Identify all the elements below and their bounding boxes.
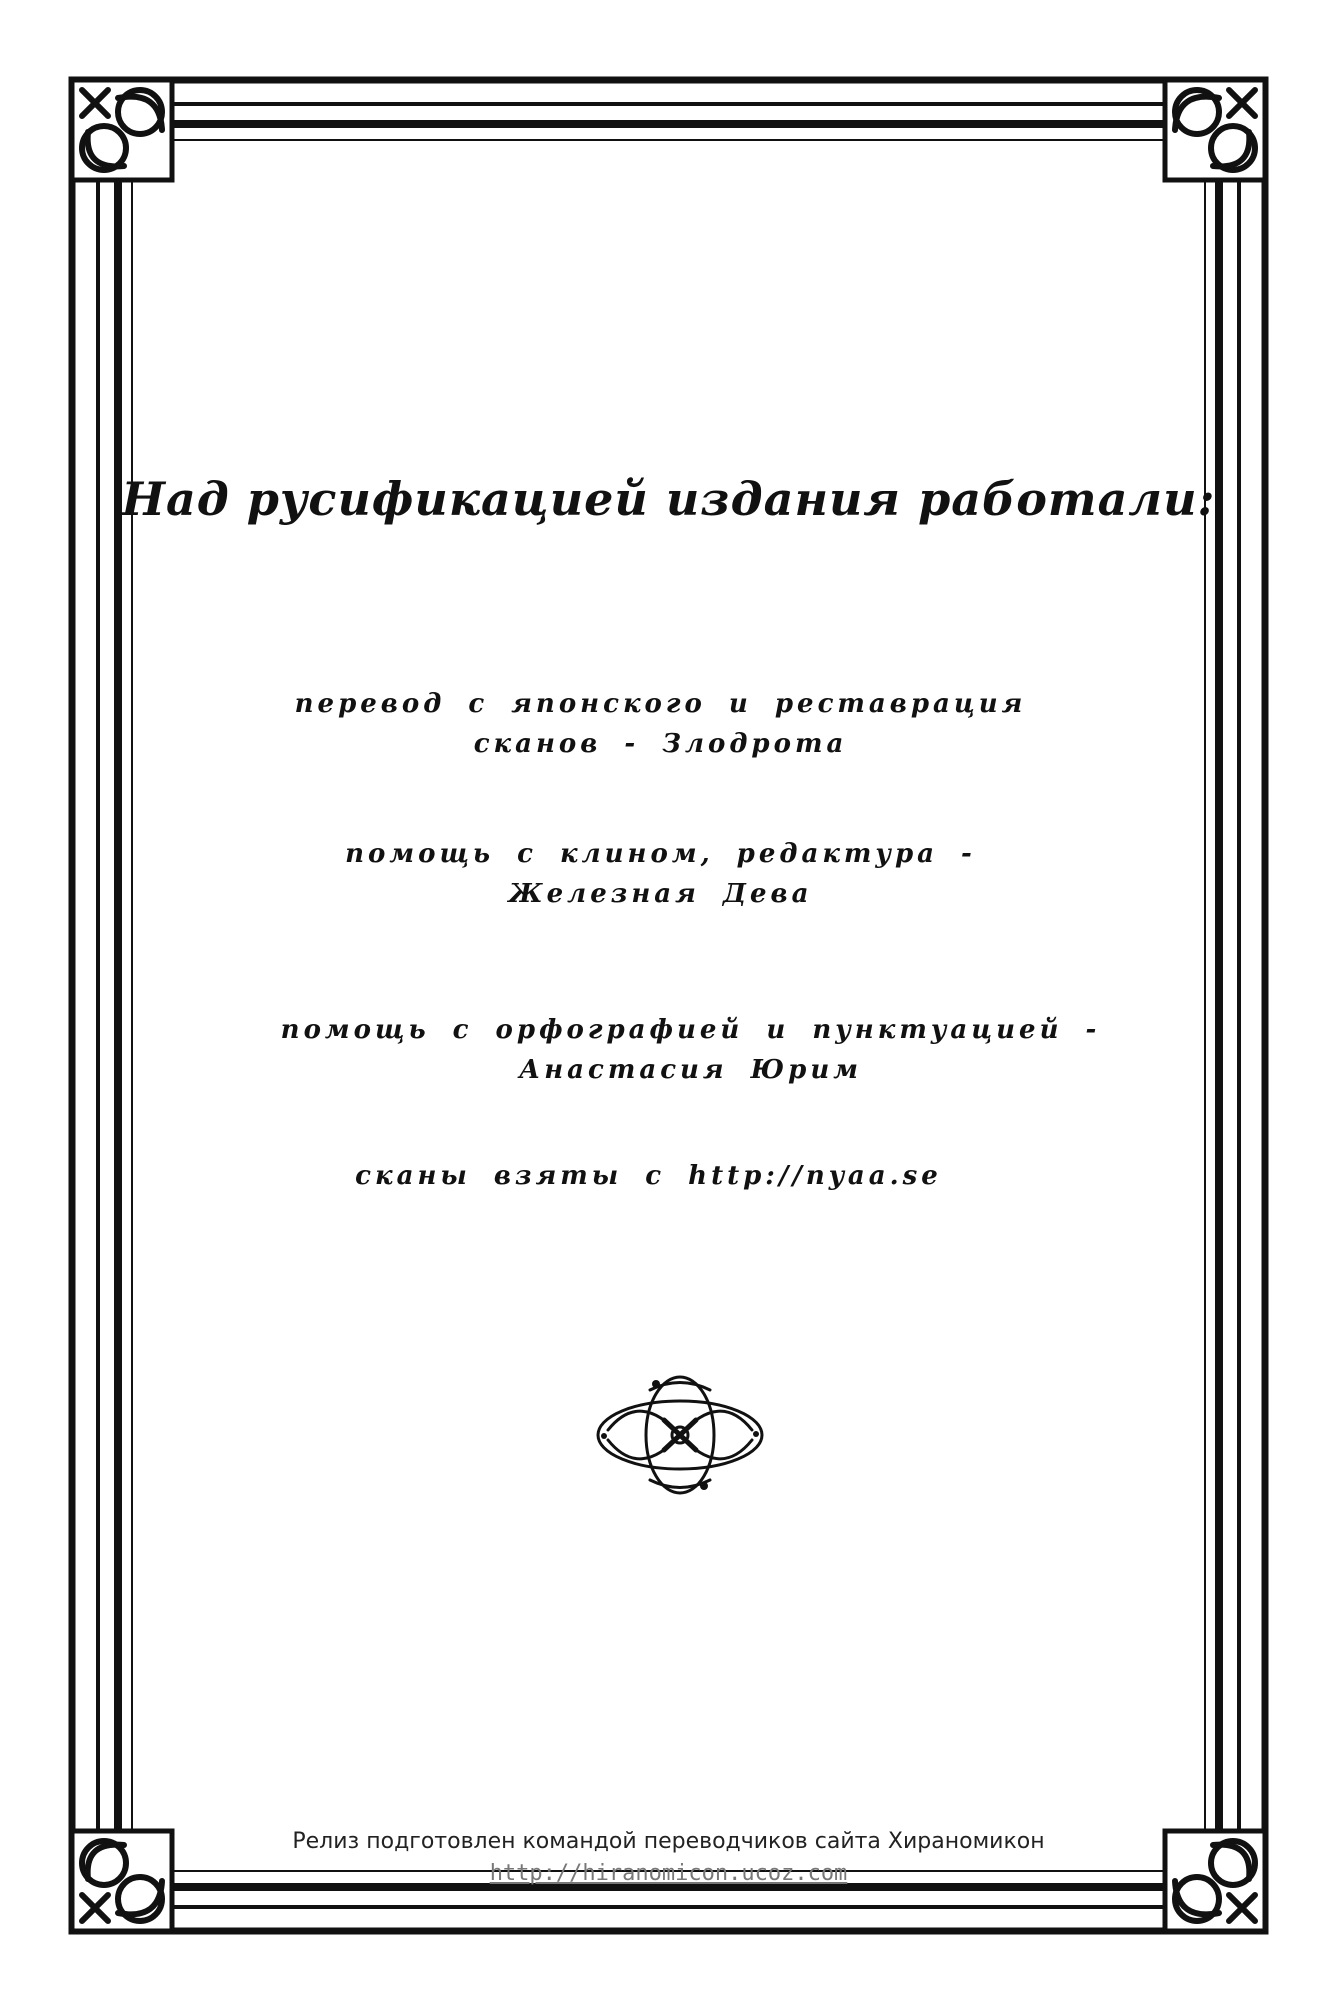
credit-line: сканов - Злодрота [473, 729, 848, 759]
credit-translation [0, 684, 1329, 764]
credit-line: Анастасия Юрим [519, 1055, 862, 1085]
credit-line: Железная Дева [508, 879, 813, 909]
page-title: Над русификацией издания работали: [121, 472, 1216, 526]
credit-line: перевод с японского и реставрация [294, 689, 1027, 719]
release-text: Релиз подготовлен командой переводчиков сайта Хираномикон [292, 1829, 1045, 1854]
credit-line: помощь с орфографией и пунктуацией - [280, 1015, 1101, 1045]
flourish-ornament-icon [590, 1370, 770, 1500]
credit-line: помощь с клином, редактура - [345, 839, 976, 869]
credit-proofreading [22, 1010, 1337, 1090]
credit-scans [0, 1156, 1317, 1196]
release-link[interactable]: http://hiranomicon.ucoz.com [489, 1861, 848, 1886]
release-footer [0, 1826, 1337, 1890]
credit-cleaning [0, 834, 1329, 914]
credit-line: сканы взяты с http://nyaa.se [355, 1161, 942, 1191]
